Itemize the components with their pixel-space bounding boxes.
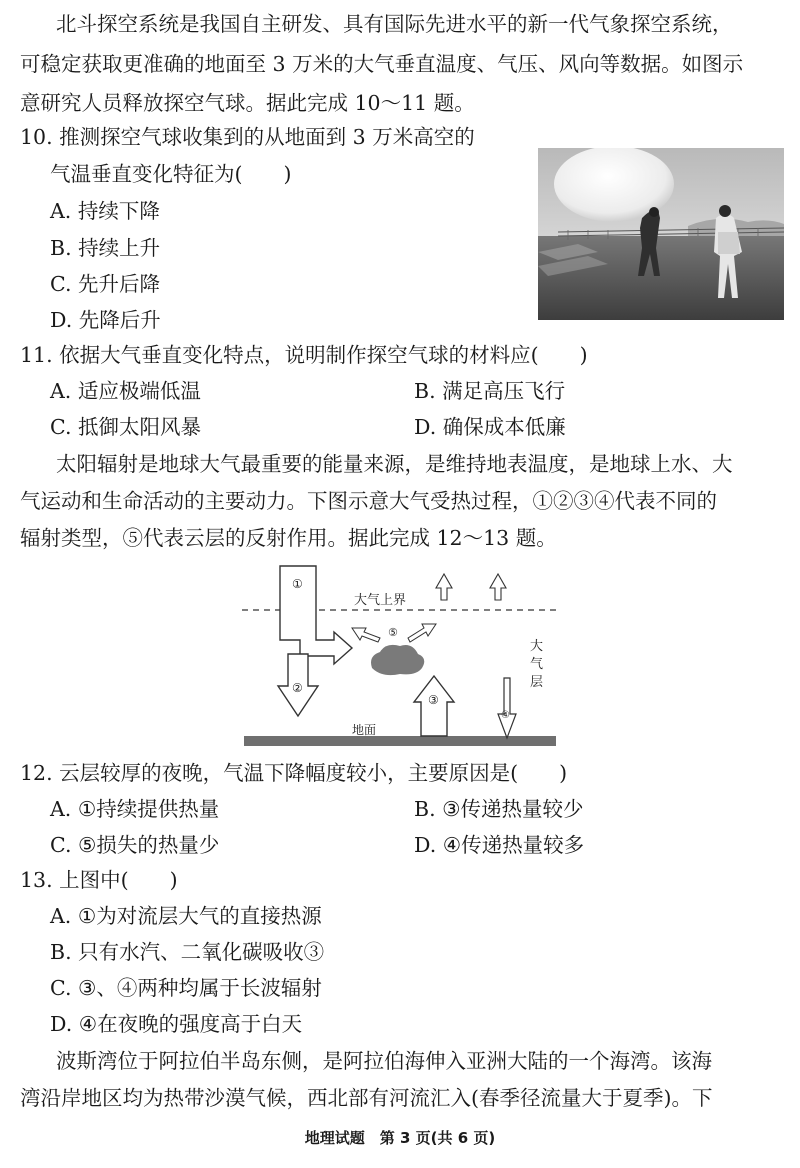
- intro1-line-2: 可稳定获取更准确的地面至 3 万米的大气垂直温度、气压、风向等数据。如图示: [20, 52, 744, 76]
- atmosphere-heating-diagram: [240, 558, 558, 750]
- q13-option-a: A. ①为对流层大气的直接热源: [50, 904, 322, 928]
- label-atmosphere-2: 气: [530, 657, 544, 672]
- balloon-photo: [538, 148, 784, 320]
- q13-stem: 13. 上图中( ): [20, 868, 178, 892]
- label-radiation-4: ④: [501, 710, 510, 721]
- label-atmosphere-top: 大气上界: [354, 593, 407, 608]
- intro1-line-3: 意研究人员释放探空气球。据此完成 10～11 题。: [20, 91, 475, 115]
- label-reflection-5: ⑤: [388, 626, 398, 639]
- label-ground: 地面: [352, 723, 377, 737]
- page-footer: 地理试题 第 3 页(共 6 页): [304, 1129, 496, 1147]
- label-radiation-2: ②: [292, 681, 303, 695]
- ground-bar: [244, 736, 556, 746]
- q11-option-b: B. 满足高压飞行: [414, 379, 566, 403]
- label-radiation-3: ③: [428, 693, 439, 707]
- q10-option-b: B. 持续上升: [50, 236, 161, 260]
- intro2-line-1: 太阳辐射是地球大气最重要的能量来源，是维持地表温度，是地球上水、大: [56, 452, 733, 476]
- q13-option-b: B. 只有水汽、二氧化碳吸收③: [50, 940, 325, 964]
- balloon-photo-image: [538, 148, 784, 320]
- q13-option-d: D. ④在夜晚的强度高于白天: [50, 1012, 303, 1036]
- label-atmosphere-3: 层: [530, 675, 544, 690]
- q12-option-d: D. ④传递热量较多: [414, 833, 585, 857]
- cloud-shape: [371, 645, 424, 675]
- q10-option-d: D. 先降后升: [50, 308, 161, 332]
- q11-option-c: C. 抵御太阳风暴: [50, 415, 201, 439]
- reflection-arrow-left: [352, 628, 380, 642]
- q11-option-d: D. 确保成本低廉: [414, 415, 566, 439]
- escape-arrow-right: [490, 574, 506, 600]
- label-atmosphere-1: 大: [530, 639, 544, 654]
- q10-stem-1: 10. 推测探空气球收集到的从地面到 3 万米高空的: [20, 125, 475, 149]
- intro2-line-2: 气运动和生命活动的主要动力。下图示意大气受热过程，①②③④代表不同的: [20, 489, 717, 513]
- intro2-line-3: 辐射类型，⑤代表云层的反射作用。据此完成 12～13 题。: [20, 526, 557, 550]
- radiation-arrow-1: [280, 566, 352, 664]
- radiation-arrow-4: [498, 678, 516, 738]
- q10-option-a: A. 持续下降: [50, 199, 160, 223]
- escape-arrow-left: [436, 574, 452, 600]
- reflection-arrow-right: [408, 624, 436, 642]
- q13-option-c: C. ③、④两种均属于长波辐射: [50, 976, 322, 1000]
- q12-option-a: A. ①持续提供热量: [50, 797, 220, 821]
- label-radiation-1: ①: [292, 577, 303, 591]
- intro3-line-2: 湾沿岸地区均为热带沙漠气候，西北部有河流汇入(春季径流量大于夏季)。下: [20, 1086, 713, 1110]
- q11-stem: 11. 依据大气垂直变化特点，说明制作探空气球的材料应( ): [20, 343, 588, 367]
- q11-option-a: A. 适应极端低温: [50, 379, 201, 403]
- intro1-line-1: 北斗探空系统是我国自主研发、具有国际先进水平的新一代气象探空系统，: [56, 12, 733, 36]
- q10-stem-2: 气温垂直变化特征为( ): [50, 162, 292, 186]
- q12-stem: 12. 云层较厚的夜晚，气温下降幅度较小，主要原因是( ): [20, 761, 568, 785]
- q12-option-c: C. ⑤损失的热量少: [50, 833, 220, 857]
- q10-option-c: C. 先升后降: [50, 272, 160, 296]
- intro3-line-1: 波斯湾位于阿拉伯半岛东侧，是阿拉伯海伸入亚洲大陆的一个海湾。该海: [56, 1049, 712, 1073]
- q12-option-b: B. ③传递热量较少: [414, 797, 584, 821]
